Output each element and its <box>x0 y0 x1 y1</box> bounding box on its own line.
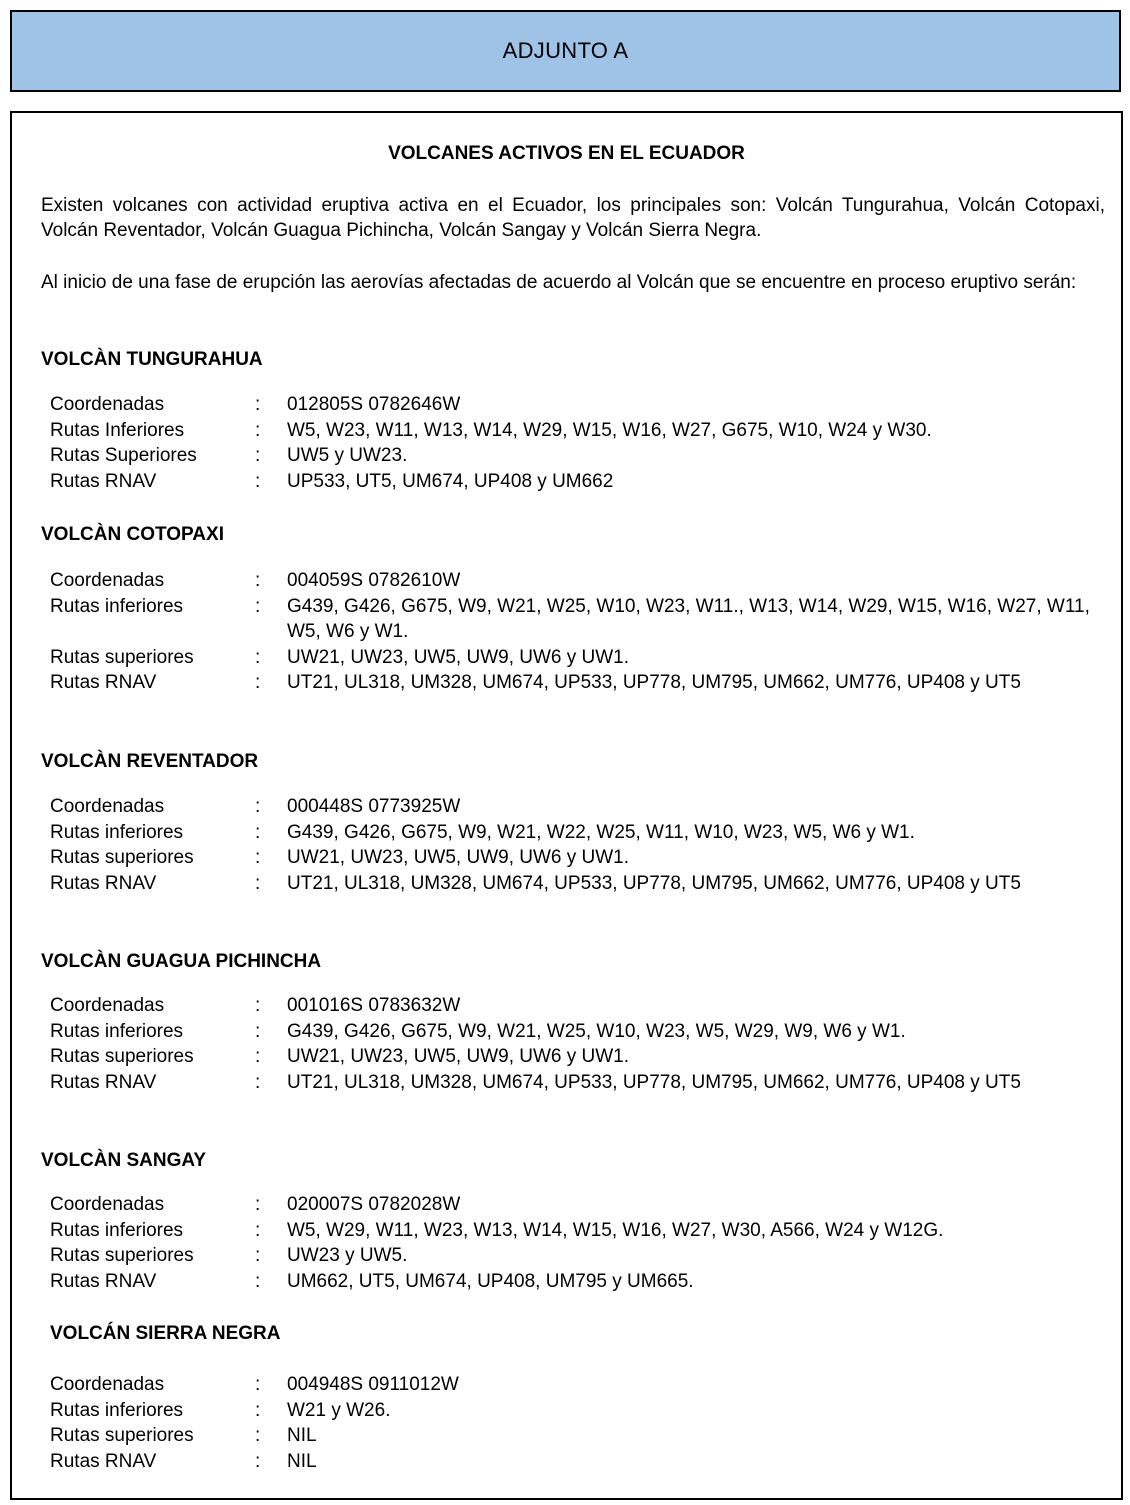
rnav-routes-row <box>50 469 1110 495</box>
row-value: UW5 y UW23. <box>287 445 408 466</box>
lower-routes-row <box>50 820 1110 846</box>
intro-paragraph: Existen volcanes con actividad eruptiva activa en el Ecuador, los principales son: Volcán Tungurahua, Volcán Cotopaxi, Volcán Reventador, Volcán Guagua Pichincha, Volcán Sangay y Volcán Sierra Negra. <box>41 195 1105 241</box>
row-value: UW21, UW23, UW5, UW9, UW6 y UW1. <box>287 847 630 868</box>
row-label: Rutas RNAV <box>50 470 157 492</box>
row-value: G439, G426, G675, W9, W21, W25, W10, W23, W11., W13, W14, W29, W15, W16, W27, W11, W5, W6 y W1. <box>287 595 1090 642</box>
row-label: Rutas superiores <box>50 1425 194 1446</box>
lower-routes-row <box>50 418 1110 444</box>
row-separator: : <box>255 995 261 1016</box>
row-value: 012805S 0782646W <box>287 394 461 415</box>
row-value: G439, G426, G675, W9, W21, W22, W25, W11, W10, W23, W5, W6 y W1. <box>287 821 915 843</box>
row-separator: : <box>255 595 261 617</box>
row-value: UM662, UT5, UM674, UP408, UM795 y UM665. <box>287 1270 694 1292</box>
row-separator: : <box>255 796 261 817</box>
row-label: Rutas RNAV <box>50 1450 157 1472</box>
row-label: Coordenadas <box>50 796 165 817</box>
row-value: UW21, UW23, UW5, UW9, UW6 y UW1. <box>287 1046 630 1067</box>
affected-routes-paragraph: Al inicio de una fase de erupción las aerovías afectadas de acuerdo al Volcán que se encuentre en proceso eruptivo serán: <box>41 272 1077 293</box>
row-label: Coordenadas <box>50 995 165 1016</box>
upper-routes-row <box>50 1044 1110 1070</box>
row-label: Rutas superiores <box>50 847 194 868</box>
volcano-details-cotopaxi <box>50 568 1110 696</box>
rnav-routes-row <box>50 670 1110 696</box>
volcano-details-guagua-pichincha <box>50 993 1110 1095</box>
row-value: G439, G426, G675, W9, W21, W25, W10, W23, W5, W29, W9, W6 y W1. <box>287 1020 906 1042</box>
rnav-routes-row <box>50 1449 1110 1475</box>
row-value: UT21, UL318, UM328, UM674, UP533, UP778, UM795, UM662, UM776, UP408 y UT5 <box>287 872 1021 894</box>
row-value: UT21, UL318, UM328, UM674, UP533, UP778, UM795, UM662, UM776, UP408 y UT5 <box>287 672 1021 693</box>
row-separator: : <box>255 1020 261 1042</box>
row-label: Rutas RNAV <box>50 872 157 894</box>
row-separator: : <box>255 872 261 894</box>
row-label: Coordenadas <box>50 1374 165 1395</box>
row-separator: : <box>255 1450 261 1472</box>
lower-routes-row <box>50 1398 1110 1424</box>
row-label: Rutas RNAV <box>50 1270 157 1292</box>
row-label: Rutas inferiores <box>50 1399 184 1421</box>
row-label: Rutas Superiores <box>50 445 197 466</box>
row-value: UT21, UL318, UM328, UM674, UP533, UP778, UM795, UM662, UM776, UP408 y UT5 <box>287 1071 1021 1093</box>
row-label: Coordenadas <box>50 570 165 591</box>
coordinates-row <box>50 1192 1110 1218</box>
row-label: Rutas RNAV <box>50 1071 157 1093</box>
row-value: W5, W23, W11, W13, W14, W29, W15, W16, W27, G675, W10, W24 y W30. <box>287 419 932 441</box>
row-separator: : <box>255 821 261 843</box>
lower-routes-row <box>50 1019 1110 1045</box>
row-value: 004059S 0782610W <box>287 570 461 591</box>
volcano-heading-tungurahua: VOLCÀN TUNGURAHUA <box>41 349 263 370</box>
document-body <box>10 111 1123 1500</box>
row-label: Rutas superiores <box>50 646 194 668</box>
row-value: NIL <box>287 1450 317 1472</box>
row-value: UW21, UW23, UW5, UW9, UW6 y UW1. <box>287 646 630 668</box>
row-value: 001016S 0783632W <box>287 995 461 1016</box>
upper-routes-row <box>50 645 1110 671</box>
upper-routes-row <box>50 845 1110 871</box>
row-label: Rutas inferiores <box>50 1219 184 1241</box>
row-label: Rutas superiores <box>50 1245 194 1266</box>
row-value: UP533, UT5, UM674, UP408 y UM662 <box>287 470 614 492</box>
row-value: 004948S 0911012W <box>287 1374 459 1395</box>
upper-routes-row <box>50 1423 1110 1449</box>
upper-routes-row <box>50 443 1110 469</box>
row-label: Rutas Inferiores <box>50 419 185 441</box>
row-label: Rutas inferiores <box>50 821 184 843</box>
row-separator: : <box>255 646 261 668</box>
row-label: Rutas inferiores <box>50 595 184 617</box>
row-separator: : <box>255 570 261 591</box>
attachment-title: ADJUNTO A <box>502 38 629 63</box>
volcano-heading-sierra-negra: VOLCÁN SIERRA NEGRA <box>50 1323 281 1344</box>
row-separator: : <box>255 847 261 868</box>
row-separator: : <box>255 470 261 492</box>
rnav-routes-row <box>50 1070 1110 1096</box>
row-separator: : <box>255 1399 261 1421</box>
volcano-details-sierra-negra <box>50 1372 1110 1474</box>
row-label: Coordenadas <box>50 394 165 415</box>
row-value: W5, W29, W11, W23, W13, W14, W15, W16, W27, W30, A566, W24 y W12G. <box>287 1219 944 1241</box>
row-separator: : <box>255 1245 261 1266</box>
row-separator: : <box>255 1270 261 1292</box>
rnav-routes-row <box>50 871 1110 897</box>
lower-routes-row <box>50 1218 1110 1244</box>
row-separator: : <box>255 1046 261 1067</box>
row-separator: : <box>255 419 261 441</box>
volcano-heading-cotopaxi: VOLCÀN COTOPAXI <box>41 524 224 545</box>
row-value: W21 y W26. <box>287 1399 391 1421</box>
row-separator: : <box>255 672 261 693</box>
rnav-routes-row <box>50 1269 1110 1295</box>
lower-routes-row <box>50 594 1110 645</box>
volcano-details-sangay <box>50 1192 1110 1294</box>
row-label: Rutas RNAV <box>50 672 157 693</box>
row-value: UW23 y UW5. <box>287 1245 408 1266</box>
row-separator: : <box>255 1071 261 1093</box>
coordinates-row <box>50 568 1110 594</box>
document-title: VOLCANES ACTIVOS EN EL ECUADOR <box>388 143 745 164</box>
volcano-details-reventador <box>50 794 1110 896</box>
volcano-heading-sangay: VOLCÀN SANGAY <box>41 1150 207 1171</box>
row-separator: : <box>255 394 261 415</box>
row-value: 020007S 0782028W <box>287 1194 461 1215</box>
row-separator: : <box>255 1194 261 1215</box>
row-value: NIL <box>287 1425 317 1446</box>
attachment-header <box>10 10 1121 92</box>
row-label: Rutas inferiores <box>50 1020 184 1042</box>
row-value: 000448S 0773925W <box>287 796 461 817</box>
upper-routes-row <box>50 1243 1110 1269</box>
volcano-heading-reventador: VOLCÀN REVENTADOR <box>41 751 259 772</box>
row-label: Coordenadas <box>50 1194 165 1215</box>
row-label: Rutas superiores <box>50 1046 194 1067</box>
coordinates-row <box>50 993 1110 1019</box>
row-separator: : <box>255 445 261 466</box>
row-separator: : <box>255 1425 261 1446</box>
row-separator: : <box>255 1374 261 1395</box>
row-separator: : <box>255 1219 261 1241</box>
volcano-heading-guagua-pichincha: VOLCÀN GUAGUA PICHINCHA <box>41 951 322 972</box>
coordinates-row <box>50 1372 1110 1398</box>
volcano-details-tungurahua <box>50 392 1110 494</box>
coordinates-row <box>50 794 1110 820</box>
coordinates-row <box>50 392 1110 418</box>
